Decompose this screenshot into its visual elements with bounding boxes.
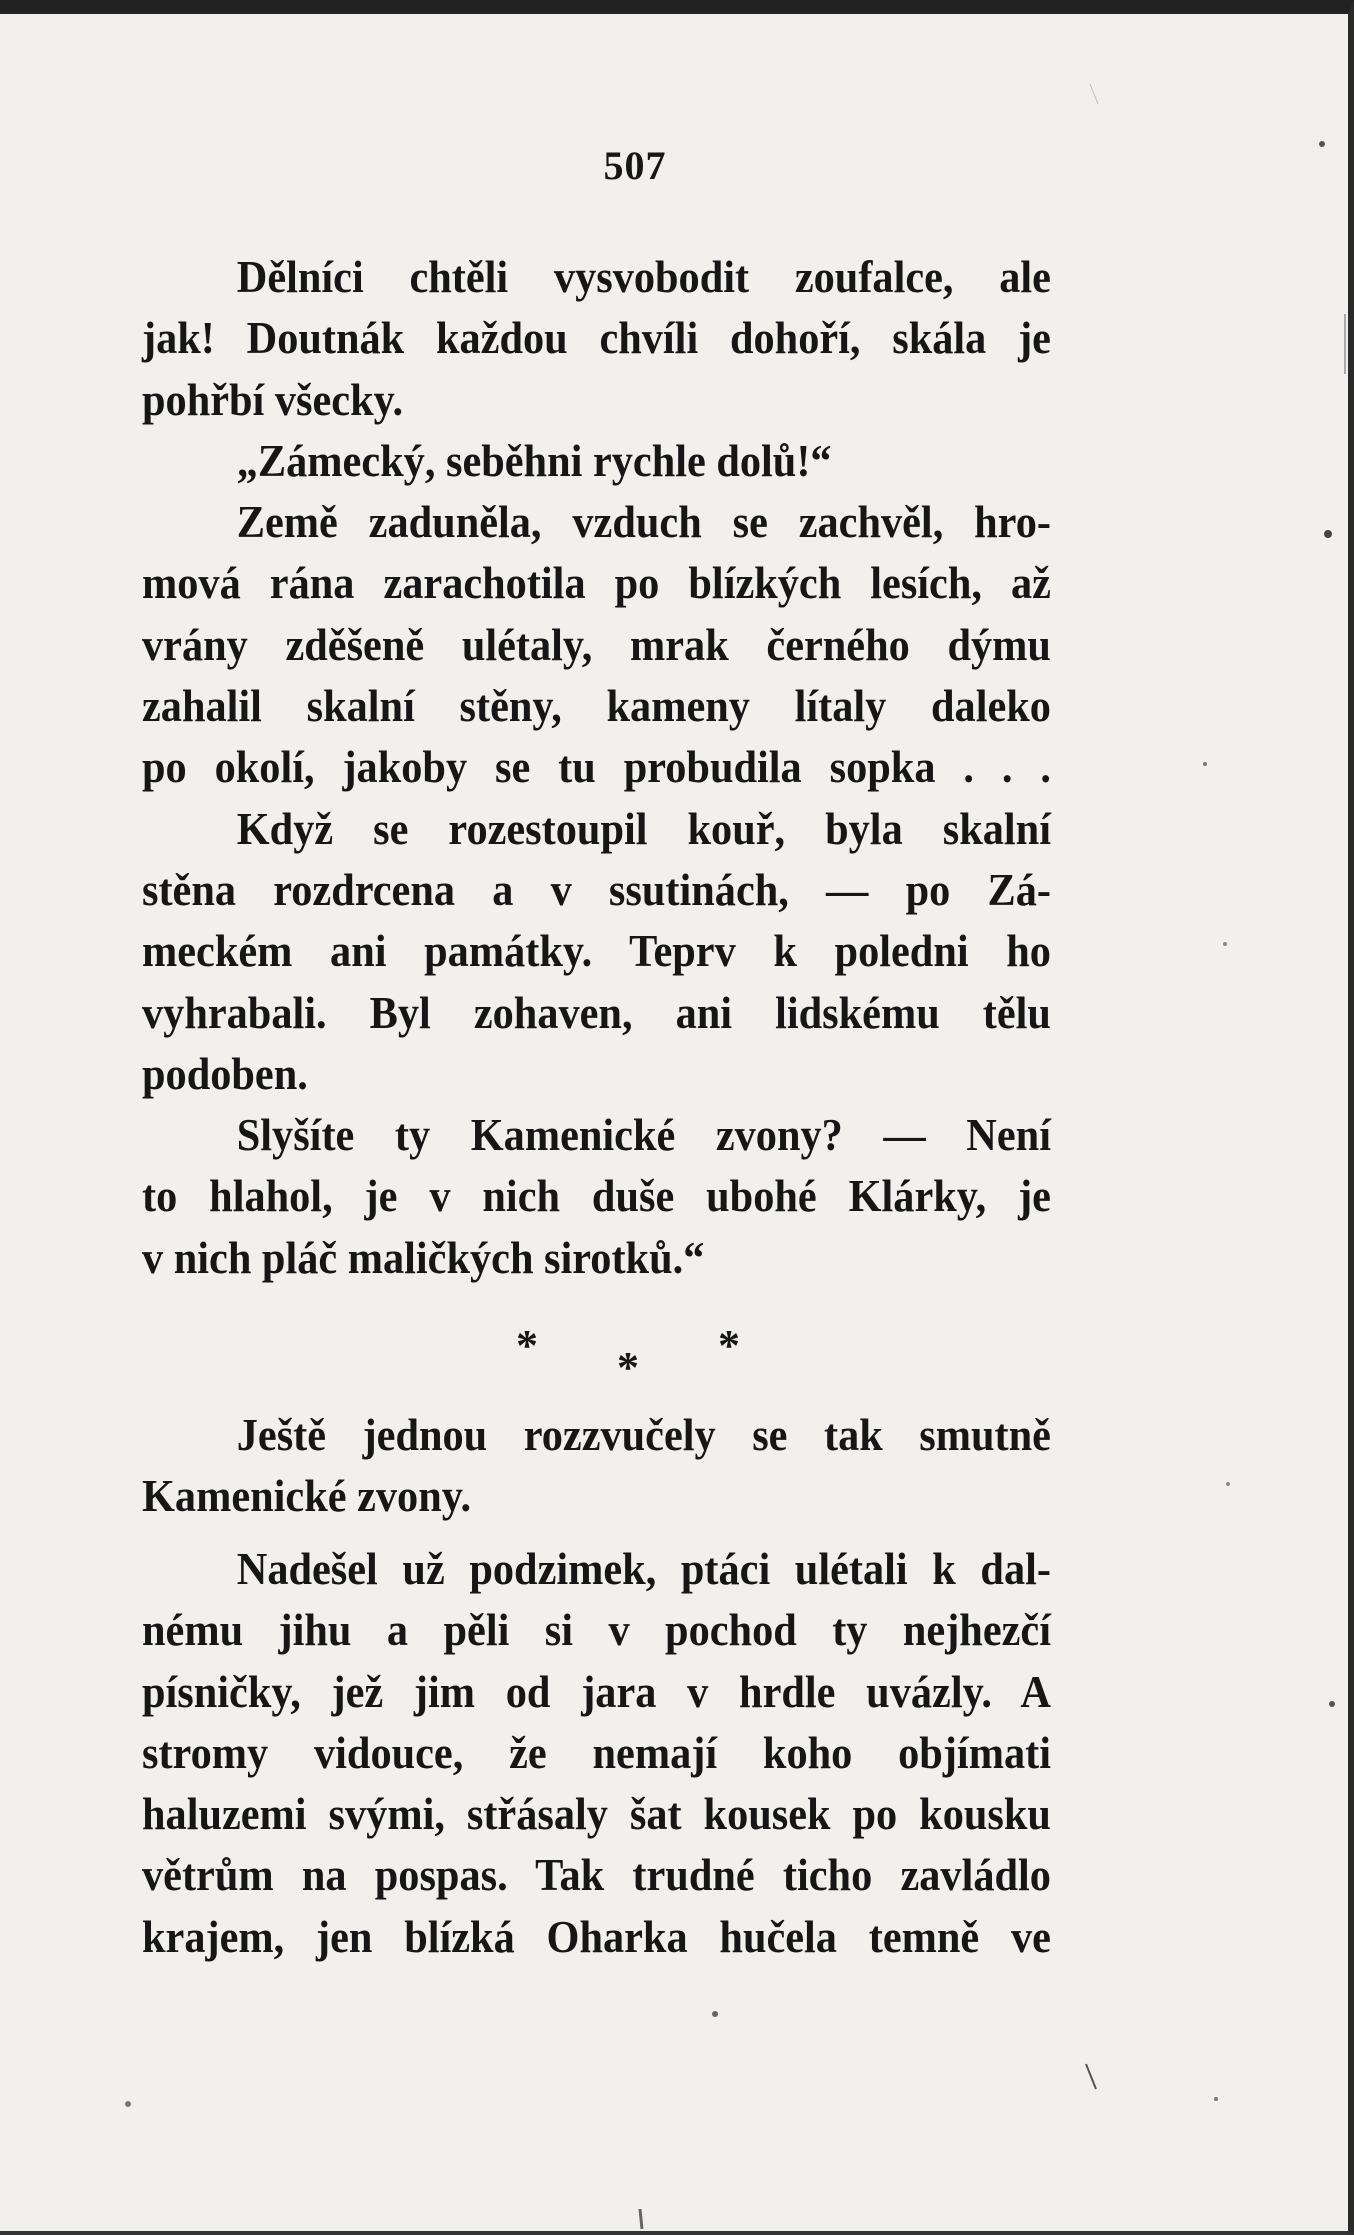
- text-line: Nadešel už podzimek, ptáci ulétali k dal-: [236, 1543, 1051, 1594]
- text-line: písničky, jež jim od jara v hrdle uvázly. A: [142, 1665, 1051, 1717]
- text-line: po okolí, jakoby se tu probudila sopka . . .: [142, 741, 1051, 793]
- text-line: Slyšíte ty Kamenické zvony? — Není: [236, 1109, 1051, 1161]
- text-line: to hlahol, je v nich duše ubohé Klárky, je: [142, 1170, 1051, 1222]
- separator-star-left: *: [516, 1321, 538, 1370]
- paragraph-block-top: [142, 246, 1051, 1288]
- separator-star-right: *: [718, 1321, 740, 1370]
- text-line: stromy vidouce, že nemají koho objímati: [142, 1726, 1051, 1778]
- text-line: haluzemi svými, střásaly šat kousek po kousku: [142, 1788, 1051, 1840]
- text-line: vrány zděšeně ulétaly, mrak černého dýmu: [142, 618, 1051, 670]
- section-separator: [0, 1312, 1354, 1392]
- text-line: nému jihu a pěli si v pochod ty nejhezčí: [142, 1604, 1051, 1656]
- text-line: větrům na pospas. Tak trudné ticho zavládlo: [142, 1849, 1051, 1901]
- text-line: v nich pláč maličkých sirotků.“: [142, 1231, 705, 1283]
- paragraph-block-bottom: [142, 1538, 1051, 1967]
- text-line: meckém ani památky. Teprv k poledni ho: [142, 925, 1051, 977]
- page-number: 507: [603, 143, 667, 188]
- text-line: jak! Doutnák každou chvíli dohoří, skála je: [142, 312, 1051, 364]
- text-line: stěna rozdrcena a v ssutinách, — po Zá-: [142, 863, 1051, 915]
- text-line: krajem, jen blízká Oharka hučela temně ve: [142, 1910, 1051, 1962]
- text-line: pohřbí všecky.: [142, 373, 404, 425]
- text-line: zahalil skalní stěny, kameny lítaly daleko: [142, 680, 1051, 732]
- paragraph-block-middle: [142, 1404, 1051, 1527]
- text-line: vyhrabali. Byl zohaven, ani lidskému tělu: [142, 986, 1051, 1038]
- text-line: mová rána zarachotila po blízkých lesích, až: [142, 557, 1051, 609]
- text-line: Země zaduněla, vzduch se zachvěl, hro-: [236, 496, 1051, 548]
- text-line: Ještě jednou rozzvučely se tak smutně: [236, 1409, 1051, 1460]
- text-line: podoben.: [142, 1047, 308, 1099]
- text-line: Dělníci chtěli vysvobodit zoufalce, ale: [236, 251, 1051, 302]
- text-line: Kamenické zvony.: [142, 1470, 472, 1522]
- separator-star-center: *: [617, 1343, 639, 1392]
- text-line: „Zámecký, seběhni rychle dolů!“: [236, 434, 832, 486]
- text-line: Když se rozestoupil kouř, byla skalní: [236, 802, 1051, 854]
